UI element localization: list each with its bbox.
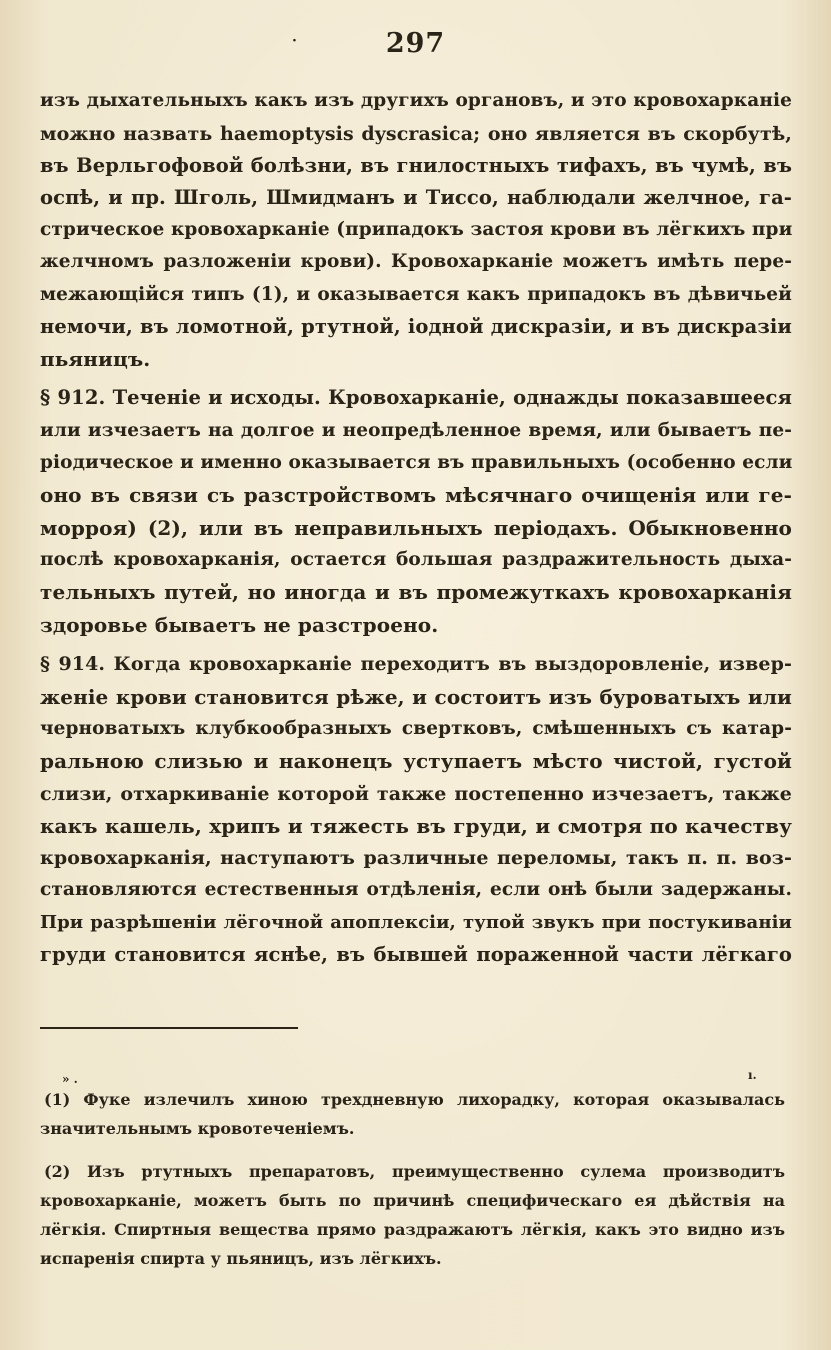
text-line: женіе крови становится рѣже, и состоитъ изъ буроватыхъ или [40, 685, 792, 709]
text-line: При разрѣшеніи лёгочной апоплексіи, тупой звукъ при постукиваніи [40, 912, 792, 933]
text-line: груди становится яснѣе, въ бывшей пораженной части лёгкаго [40, 943, 792, 966]
page-number: 297 [385, 28, 446, 59]
text-line: оно въ связи съ разстройствомъ мѣсячнаго очищенія или ге- [40, 483, 792, 507]
text-line: или изчезаетъ на долгое и неопредѣленное время, или бываетъ пе- [40, 420, 792, 441]
footnote-2: (2) Изъ ртутныхъ препаратовъ, преимущественно сулема производитъ [44, 1162, 785, 1181]
text-line: немочи, въ ломотной, ртутной, іодной дискразіи, и въ дискразіи [40, 315, 792, 338]
footnote-2-cont: кровохарканіе, можетъ быть по причинѣ специфическаго ея дѣйствія на [40, 1191, 785, 1210]
text-line: слизи, отхаркиваніе которой также постепенно изчезаетъ, также [40, 783, 792, 805]
footnote-2-cont: лёгкія. Спиртныя вещества прямо раздражаютъ лёгкія, какъ это видно изъ [40, 1220, 785, 1239]
footnote-rule [40, 1027, 298, 1029]
section-914-heading-line: § 914. Когда кровохарканіе переходитъ въ выздоровленіе, извер- [40, 653, 792, 675]
text-line: можно назвать haemoptysis dyscrasica; оно является въ скорбутѣ, [40, 123, 792, 145]
footnote-1-cont: значительнымъ кровотеченіемъ. [40, 1119, 355, 1138]
text-line: стрическое кровохарканіе (припадокъ застоя крови въ лёгкихъ при [40, 219, 793, 240]
text-line: кровохарканія, наступаютъ различные переломы, такъ п. п. воз- [40, 847, 792, 869]
footnote-2-cont: испаренія спирта у пьяницъ, изъ лёгкихъ. [40, 1249, 442, 1268]
footnote-marks-right: ı. [748, 1068, 757, 1082]
text-line: ральною слизью и наконецъ уступаетъ мѣсто чистой, густой [40, 749, 792, 773]
text-line: пьяницъ. [40, 347, 151, 371]
header-dot: · [292, 33, 297, 49]
section-912-heading-line: § 912. Теченіе и исходы. Кровохарканіе, однажды показавшееся [40, 386, 792, 409]
footnote-marks: » . [62, 1072, 78, 1086]
text-line: желчномъ разложеніи крови). Кровохарканіе можетъ имѣть пере- [40, 251, 792, 272]
text-line: изъ дыхательныхъ какъ изъ другихъ органовъ, и это кровохарканіе [40, 90, 792, 111]
footnote-1: (1) Фуке излечилъ хиною трехдневную лихорадку, которая оказывалась [44, 1090, 785, 1109]
text-line: становляются естественныя отдѣленія, если онѣ были задержаны. [40, 879, 792, 900]
text-line: здоровье бываетъ не разстроено. [40, 613, 439, 637]
text-line: какъ кашель, хрипъ и тяжесть въ груди, и смотря по качеству [40, 814, 792, 838]
text-line: ріодическое и именно оказывается въ правильныхъ (особенно если [40, 452, 793, 473]
text-line: въ Верльгофовой болѣзни, въ гнилостныхъ тифахъ, въ чумѣ, въ [40, 154, 792, 177]
text-line: тельныхъ путей, но иногда и въ промежуткахъ кровохарканія [40, 580, 792, 604]
text-line: межающійся типъ (1), и оказывается какъ припадокъ въ дѣвичьей [40, 284, 792, 305]
text-line: оспѣ, и пр. Шголь, Шмидманъ и Тиссо, наблюдали желчное, га- [40, 186, 792, 209]
text-line: морроя) (2), или въ неправильныхъ періодахъ. Обыкновенно [40, 516, 792, 540]
text-line: черноватыхъ клубкообразныхъ свертковъ, смѣшенныхъ съ катар- [40, 718, 792, 739]
text-line: послѣ кровохарканія, остается большая раздражительность дыха- [40, 549, 792, 570]
